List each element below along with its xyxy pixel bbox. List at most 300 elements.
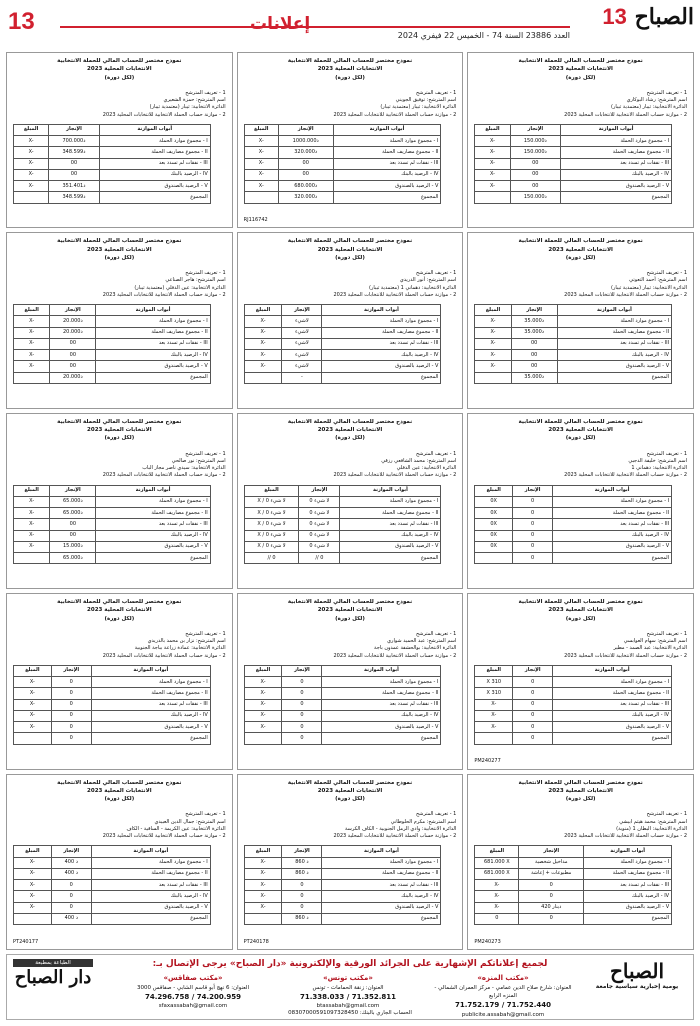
budget-item: I - مجموع موارد الحملة <box>96 316 210 327</box>
section-identity: 1 - تعريف المترشح <box>185 811 226 818</box>
col-header: أبواب الموازنة <box>561 124 672 135</box>
budget-item: V - الرصيد بالصندوق <box>333 181 441 192</box>
amount-value: X- <box>244 688 282 699</box>
budget-item: I - مجموع موارد الحملة <box>333 136 441 147</box>
printer-brand <box>13 959 93 988</box>
table-row <box>244 733 441 744</box>
candidate-district: الدائرة الانتخابية: عين الدفلي <box>396 465 457 472</box>
candidate-district: الدائرة الانتخابية: عين الدفلي (معتمدية ثيبار) <box>134 284 226 291</box>
table-row <box>14 361 211 372</box>
achieved-value: مطبوعات + إعاشة <box>519 868 584 879</box>
amount-value: X- <box>244 327 282 338</box>
amount-value: 0X <box>475 508 513 519</box>
achieved-value: 0 <box>513 710 553 721</box>
budget-item: I - مجموع موارد الحملة <box>91 677 210 688</box>
achieved-value: 348.599د <box>49 192 100 203</box>
footer-banner: لجميع إعلاناتكم الإشهارية على الجرائد الورقية والإلكترونية «دار الصباح» يرجى الإتصال بـ: <box>152 959 548 969</box>
amount-value: X- <box>244 891 282 902</box>
budget-item: V - الرصيد بالصندوق <box>99 181 210 192</box>
financial-notice <box>237 413 464 589</box>
achieved-value: 0 <box>51 733 91 744</box>
table-row <box>475 868 672 879</box>
candidate-district: الدائرة الانتخابية: سيدي ناصر مجاز الباب <box>142 465 226 472</box>
candidate-info <box>474 631 687 660</box>
amount-value: X- <box>14 722 52 733</box>
notice-round: (لكل دورة) <box>104 254 135 261</box>
notice-subtitle: الانتخابات المحلية 2023 <box>317 607 383 614</box>
amount-value: X- <box>244 868 282 879</box>
budget-item: II - مجموع مصاريف الحملة <box>96 508 210 519</box>
achieved-value: لاشيء <box>282 361 322 372</box>
budget-item: المجموع <box>91 913 210 924</box>
candidate-info <box>13 811 226 840</box>
table-row <box>244 508 441 519</box>
candidate-district: الدائرة الانتخابية: عمادة زراعة بباجة الجنوبية <box>134 645 226 652</box>
table-row <box>475 891 672 902</box>
amount-value: X- <box>14 857 52 868</box>
financial-notice <box>237 232 464 408</box>
candidate-info <box>244 631 457 660</box>
office-address: العنوان: زنقة الحمامات - تونس <box>312 984 384 991</box>
amount-value: X- <box>475 722 513 733</box>
achieved-value: 680.000د <box>278 181 333 192</box>
notice-round: (لكل دورة) <box>335 615 365 622</box>
candidate-name: اسم المترشح: نزار بن محمد بالدريدي <box>147 638 226 645</box>
table-row <box>244 350 441 361</box>
notice-round: (لكل دورة) <box>104 74 135 81</box>
col-header: الإنجاز <box>513 485 553 496</box>
achieved-value: 0 <box>513 677 553 688</box>
table-header <box>475 124 672 135</box>
budget-table <box>474 845 672 925</box>
amount-value: X 310 <box>475 688 513 699</box>
table-row <box>14 913 211 924</box>
table-row <box>14 677 211 688</box>
section-identity: 1 - تعريف المترشح <box>415 89 457 96</box>
budget-item: IV - الرصيد بالبنك <box>322 710 441 721</box>
candidate-name: اسم المترشح: أنور الدريدي <box>399 277 457 284</box>
table-row <box>475 136 672 147</box>
table-row <box>475 722 672 733</box>
col-header: الإنجاز <box>51 846 91 857</box>
candidate-info <box>244 451 457 480</box>
amount-value: X- <box>14 147 49 158</box>
col-header: الإنجاز <box>49 124 100 135</box>
candidate-info <box>474 90 687 119</box>
achieved-value: 0 <box>513 541 553 552</box>
amount-value: X- <box>475 338 511 349</box>
candidate-district: الدائرة الانتخابية: البطان 1 (منوبة) <box>616 825 687 832</box>
notice-title: نموذج مختصر للحساب المالي للحملة الانتخابية <box>57 58 182 64</box>
page-number: 13 <box>8 8 35 35</box>
budget-item: II - مجموع مصاريف الحملة <box>584 868 672 879</box>
budget-item: V - الرصيد بالصندوق <box>340 541 441 552</box>
col-header: أبواب الموازنة <box>96 485 210 496</box>
candidate-district: الدائرة الانتخابية: ثيبار (معتمدية ثيبار) <box>611 104 687 111</box>
amount-value: 0X <box>475 541 513 552</box>
col-header: المبلغ <box>244 305 282 316</box>
section-identity: 1 - تعريف المترشح <box>185 630 226 637</box>
budget-item: I - مجموع موارد الحملة <box>96 496 210 507</box>
table-row <box>475 169 672 180</box>
candidate-district: الدائرة الانتخابية: ثيبار (معتمدية ثيبار) <box>149 104 226 111</box>
budget-item: المجموع <box>322 733 441 744</box>
notice-title: نموذج مختصر للحساب المالي للحملة الانتخابية <box>57 779 182 786</box>
office-email[interactable]: btassabah@gmail.com <box>316 1003 380 1010</box>
amount-value: X- <box>244 722 282 733</box>
candidate-district: الدائرة الانتخابية: عين الكريمة - الساقية - الكاف <box>126 825 226 832</box>
budget-item: II - مجموع مصاريف الحملة <box>322 327 441 338</box>
budget-item: II - مجموع مصاريف الحملة <box>99 147 210 158</box>
achieved-value: 00 <box>510 181 561 192</box>
table-row <box>14 880 211 891</box>
table-row <box>475 192 672 203</box>
achieved-value: 150.000د <box>510 147 561 158</box>
candidate-district: الدائرة الانتخابية: وادي الرمل الجنوبية - الكاف الكرسة <box>344 825 457 832</box>
achieved-value: 320.000د <box>278 192 333 203</box>
table-row <box>244 868 441 879</box>
budget-item: III - نفقات لم تسدد بعد <box>333 158 441 169</box>
table-row <box>475 902 672 913</box>
table-row <box>244 169 441 180</box>
budget-item: V - الرصيد بالصندوق <box>553 722 672 733</box>
budget-item: IV - الرصيد بالبنك <box>584 891 672 902</box>
notice-round: (لكل دورة) <box>565 796 596 803</box>
table-row <box>14 519 211 530</box>
col-header: الإنجاز <box>511 305 557 316</box>
amount-value: X- <box>244 710 282 721</box>
budget-table <box>13 485 211 565</box>
achieved-value: 20.000د <box>50 372 96 383</box>
budget-item: III - نفقات لم تسدد بعد <box>96 519 210 530</box>
footer-ad <box>6 954 694 1020</box>
budget-item: IV - الرصيد بالبنك <box>96 530 210 541</box>
amount-value: X- <box>14 688 52 699</box>
amount-value: X- <box>475 181 510 192</box>
budget-item: IV - الرصيد بالبنك <box>322 891 441 902</box>
office-title: «مكتب صفاقس» <box>163 974 223 982</box>
financial-notice <box>467 52 694 228</box>
budget-item: V - الرصيد بالصندوق <box>91 722 210 733</box>
section-identity: 1 - تعريف المترشح <box>185 270 226 277</box>
notices-grid <box>6 52 694 950</box>
section-budget: 2 - موازنة حساب الحملة الانتخابية للانتخابات المحلية 2023 <box>333 111 457 118</box>
amount-value: X- <box>14 338 50 349</box>
amount-value: X- <box>475 361 511 372</box>
amount-value: X / لا شيء 0 <box>244 530 299 541</box>
office-phone: 74.296.758 / 74.200.959 <box>145 992 241 1001</box>
achieved-value: 400 د <box>51 857 91 868</box>
amount-value: X- <box>14 350 50 361</box>
budget-item: IV - الرصيد بالبنك <box>561 169 672 180</box>
candidate-info <box>474 811 687 840</box>
table-row <box>475 553 672 564</box>
achieved-value: 0 <box>282 891 322 902</box>
notice-subtitle: الانتخابات المحلية 2023 <box>317 427 383 434</box>
table-header <box>244 124 441 135</box>
section-identity: 1 - تعريف المترشح <box>646 270 687 277</box>
col-header: المبلغ <box>475 305 511 316</box>
budget-item: المجموع <box>91 733 210 744</box>
achieved-value: 860 د <box>282 913 322 924</box>
budget-item: III - نفقات لم تسدد بعد <box>91 699 210 710</box>
achieved-value: 00 <box>50 361 96 372</box>
achieved-value: 1000.000د <box>278 136 333 147</box>
notice-subtitle: الانتخابات المحلية 2023 <box>548 787 613 794</box>
table-row <box>244 857 441 868</box>
col-header: المبلغ <box>14 124 49 135</box>
achieved-value: 400 د <box>51 868 91 879</box>
amount-value: X- <box>14 530 50 541</box>
candidate-name: اسم المترشح: حمزة الشعيري <box>163 97 226 103</box>
table-row <box>14 192 211 203</box>
candidate-name: اسم المترشح: نور صالحي <box>171 457 226 464</box>
budget-item: II - مجموع مصاريف الحملة <box>322 868 441 879</box>
logo-number: 13 <box>602 4 627 29</box>
achieved-value: لا شيء 0 <box>299 508 340 519</box>
col-header: أبواب الموازنة <box>584 846 672 857</box>
section-budget: 2 - موازنة حساب الحملة الانتخابية للانتخابات المحلية 2023 <box>333 652 457 659</box>
notice-subtitle: الانتخابات المحلية 2023 <box>87 427 152 434</box>
section-title: إعلانات <box>250 14 311 34</box>
table-row <box>14 857 211 868</box>
achieved-value: 00 <box>49 158 100 169</box>
table-row <box>475 857 672 868</box>
budget-item: IV - الرصيد بالبنك <box>91 710 210 721</box>
col-header: الإنجاز <box>50 305 96 316</box>
budget-item: المجموع <box>96 372 210 383</box>
col-header: الإنجاز <box>510 124 561 135</box>
col-header: الإنجاز <box>282 665 322 676</box>
section-identity: 1 - تعريف المترشح <box>646 811 687 818</box>
budget-item: V - الرصيد بالصندوق <box>557 361 671 372</box>
budget-item: III - نفقات لم تسدد بعد <box>96 338 210 349</box>
budget-table <box>13 124 211 204</box>
notice-title: نموذج مختصر للحساب المالي للحملة الانتخابية <box>518 779 643 786</box>
achieved-value: 0 <box>513 530 553 541</box>
amount-value: X- <box>244 181 278 192</box>
notice-code: PM240277 <box>474 758 501 765</box>
col-header: أبواب الموازنة <box>96 305 210 316</box>
footer-brand <box>587 959 687 990</box>
amount-value <box>244 913 282 924</box>
financial-notice <box>6 232 233 408</box>
budget-table <box>474 665 672 745</box>
table-row <box>475 158 672 169</box>
table-row <box>244 541 441 552</box>
amount-value <box>14 372 50 383</box>
candidate-name: اسم المترشح: توفيق الجويني <box>395 97 457 103</box>
office-phone: 71.752.179 / 71.752.440 <box>455 1001 551 1009</box>
amount-value: X- <box>14 181 49 192</box>
table-row <box>14 710 211 721</box>
office-address: العنوان: 6 نهج أبو قاسم الشابي - صفاقس 3000 <box>136 984 249 991</box>
col-header: المبلغ <box>14 665 52 676</box>
table-header <box>244 665 441 676</box>
amount-value: X- <box>244 699 282 710</box>
table-row <box>475 913 672 924</box>
bank-account: الحساب الجاري بالبنك: 08307000591097328450 <box>288 1010 412 1016</box>
financial-notice <box>467 593 694 769</box>
amount-value: X- <box>244 857 282 868</box>
col-header: المبلغ <box>475 124 510 135</box>
table-header <box>475 485 672 496</box>
col-header: الإنجاز <box>278 124 333 135</box>
budget-table <box>13 665 211 745</box>
notice-subtitle: الانتخابات المحلية 2023 <box>317 66 383 73</box>
notice-title: نموذج مختصر للحساب المالي للحملة الانتخابية <box>287 418 413 425</box>
budget-item: المجموع <box>584 913 672 924</box>
notice-subtitle: الانتخابات المحلية 2023 <box>87 607 152 614</box>
budget-item: V - الرصيد بالصندوق <box>322 722 441 733</box>
achieved-value: 65.000د <box>50 508 96 519</box>
budget-item: V - الرصيد بالصندوق <box>96 541 210 552</box>
candidate-district: الدائرة الانتخابية: بوالحشفة عمدون باجة <box>374 645 457 652</box>
candidate-name: اسم المترشح: هاجر الصناعي <box>165 277 226 284</box>
achieved-value: 0 <box>51 710 91 721</box>
budget-item: IV - الرصيد بالبنك <box>99 169 210 180</box>
table-row <box>475 541 672 552</box>
budget-item: I - مجموع موارد الحملة <box>553 677 672 688</box>
office-title: «مكتب المنزه» <box>477 974 529 982</box>
section-budget: 2 - موازنة حساب الحملة الانتخابية للانتخابات المحلية 2023 <box>102 111 226 118</box>
achieved-value: 351.401د <box>49 181 100 192</box>
budget-item: V - الرصيد بالصندوق <box>553 541 672 552</box>
newspaper-logo <box>576 4 694 32</box>
financial-notice <box>467 774 694 950</box>
financial-notice <box>467 413 694 589</box>
col-header: الإنجاز <box>513 665 553 676</box>
col-header: أبواب الموازنة <box>322 305 441 316</box>
section-identity: 1 - تعريف المترشح <box>415 811 457 818</box>
office-address: العنوان: شارع صلاح الدين عمامي - مركز العمران الشمالي - المنزه الرابع <box>434 984 572 999</box>
budget-item: I - مجموع موارد الحملة <box>584 857 672 868</box>
section-budget: 2 - موازنة حساب الحملة الانتخابية للانتخابات المحلية 2023 <box>333 291 457 298</box>
candidate-name: اسم المترشح: محمد الشافعي رزقي <box>381 457 457 464</box>
achieved-value: 00 <box>278 169 333 180</box>
notice-title: نموذج مختصر للحساب المالي للحملة الانتخابية <box>57 238 182 245</box>
table-row <box>14 902 211 913</box>
col-header: المبلغ <box>244 124 278 135</box>
notice-subtitle: الانتخابات المحلية 2023 <box>87 66 152 73</box>
table-row <box>244 913 441 924</box>
printer-logo: دار الصباح <box>14 967 92 988</box>
amount-value: X / لا شيء 0 <box>244 541 299 552</box>
amount-value: X- <box>14 316 50 327</box>
budget-table <box>13 845 211 925</box>
achieved-value: 20.000د <box>50 327 96 338</box>
candidate-name: اسم المترشح: سهام العوابسي <box>623 638 687 645</box>
amount-value: X- <box>244 677 282 688</box>
amount-value: X- <box>244 316 282 327</box>
amount-value: X- <box>14 169 49 180</box>
amount-value: X- <box>14 496 50 507</box>
table-header <box>475 665 672 676</box>
office-email[interactable]: publicite.assabah@gmail.com <box>461 1011 545 1018</box>
table-row <box>14 530 211 541</box>
table-row <box>14 541 211 552</box>
achieved-value: 0 <box>282 688 322 699</box>
amount-value: X- <box>475 880 519 891</box>
amount-value: X / لا شيء 0 <box>244 496 299 507</box>
notice-code: PT240178 <box>243 938 269 945</box>
amount-value: X- <box>244 136 278 147</box>
budget-table <box>244 485 442 565</box>
budget-item: III - نفقات لم تسدد بعد <box>99 158 210 169</box>
budget-item: IV - الرصيد بالبنك <box>322 350 441 361</box>
table-row <box>14 147 211 158</box>
achieved-value: لا شيء 0 <box>299 496 340 507</box>
table-header <box>14 846 211 857</box>
achieved-value: 15.000د <box>50 541 96 552</box>
achieved-value: - <box>282 372 322 383</box>
table-header <box>14 305 211 316</box>
table-row <box>475 496 672 507</box>
achieved-value: 348.599د <box>49 147 100 158</box>
office-email[interactable]: sfaxassabah@gmail.com <box>158 1003 228 1010</box>
col-header: المبلغ <box>244 846 282 857</box>
table-row <box>14 181 211 192</box>
budget-item: المجموع <box>553 553 672 564</box>
table-row <box>475 327 672 338</box>
achieved-value: 00 <box>278 158 333 169</box>
budget-item: V - الرصيد بالصندوق <box>96 361 210 372</box>
table-row <box>475 880 672 891</box>
table-row <box>244 880 441 891</box>
section-budget: 2 - موازنة حساب الحملة الانتخابية للانتخابات المحلية 2023 <box>564 833 687 840</box>
col-header: الإنجاز <box>299 485 340 496</box>
achieved-value: 0 <box>519 913 584 924</box>
page-header <box>0 0 700 48</box>
notice-round: (لكل دورة) <box>104 435 135 442</box>
amount-value: X- <box>475 699 513 710</box>
table-row <box>475 147 672 158</box>
amount-value: X- <box>475 158 510 169</box>
amount-value: X- <box>14 158 49 169</box>
achieved-value: 35.000د <box>511 316 557 327</box>
achieved-value: لا شيء 0 <box>299 519 340 530</box>
budget-item: المجموع <box>333 192 441 203</box>
achieved-value: 0 <box>51 891 91 902</box>
logo-name: الصباح <box>634 4 694 30</box>
achieved-value: 0 <box>513 688 553 699</box>
section-identity: 1 - تعريف المترشح <box>415 450 457 457</box>
notice-title: نموذج مختصر للحساب المالي للحملة الانتخابية <box>57 418 182 425</box>
budget-item: III - نفقات لم تسدد بعد <box>322 880 441 891</box>
achieved-value: 0 <box>513 553 553 564</box>
amount-value: 681.000 X <box>475 857 519 868</box>
amount-value: 681.000 X <box>475 868 519 879</box>
office-phone: 71.338.033 / 71.352.811 <box>300 992 396 1001</box>
achieved-value: 0 <box>282 722 322 733</box>
financial-notice <box>237 593 464 769</box>
col-header: الإنجاز <box>282 846 322 857</box>
budget-item: IV - الرصيد بالبنك <box>96 350 210 361</box>
table-row <box>475 508 672 519</box>
achieved-value: 0 <box>519 880 584 891</box>
table-row <box>244 710 441 721</box>
candidate-district: الدائرة الانتخابية: ثيبار (معتمدية ثيبار) <box>380 104 457 111</box>
section-budget: 2 - موازنة حساب الحملة الانتخابية للانتخابات المحلية 2023 <box>564 291 687 298</box>
achieved-value: 65.000د <box>50 496 96 507</box>
budget-item: المجموع <box>561 192 672 203</box>
notice-round: (لكل دورة) <box>565 435 596 442</box>
achieved-value: 700.000د <box>49 136 100 147</box>
col-header: أبواب الموازنة <box>91 846 210 857</box>
achieved-value: 0 <box>513 722 553 733</box>
budget-item: III - نفقات لم تسدد بعد <box>340 519 441 530</box>
notice-round: (لكل دورة) <box>335 74 365 81</box>
